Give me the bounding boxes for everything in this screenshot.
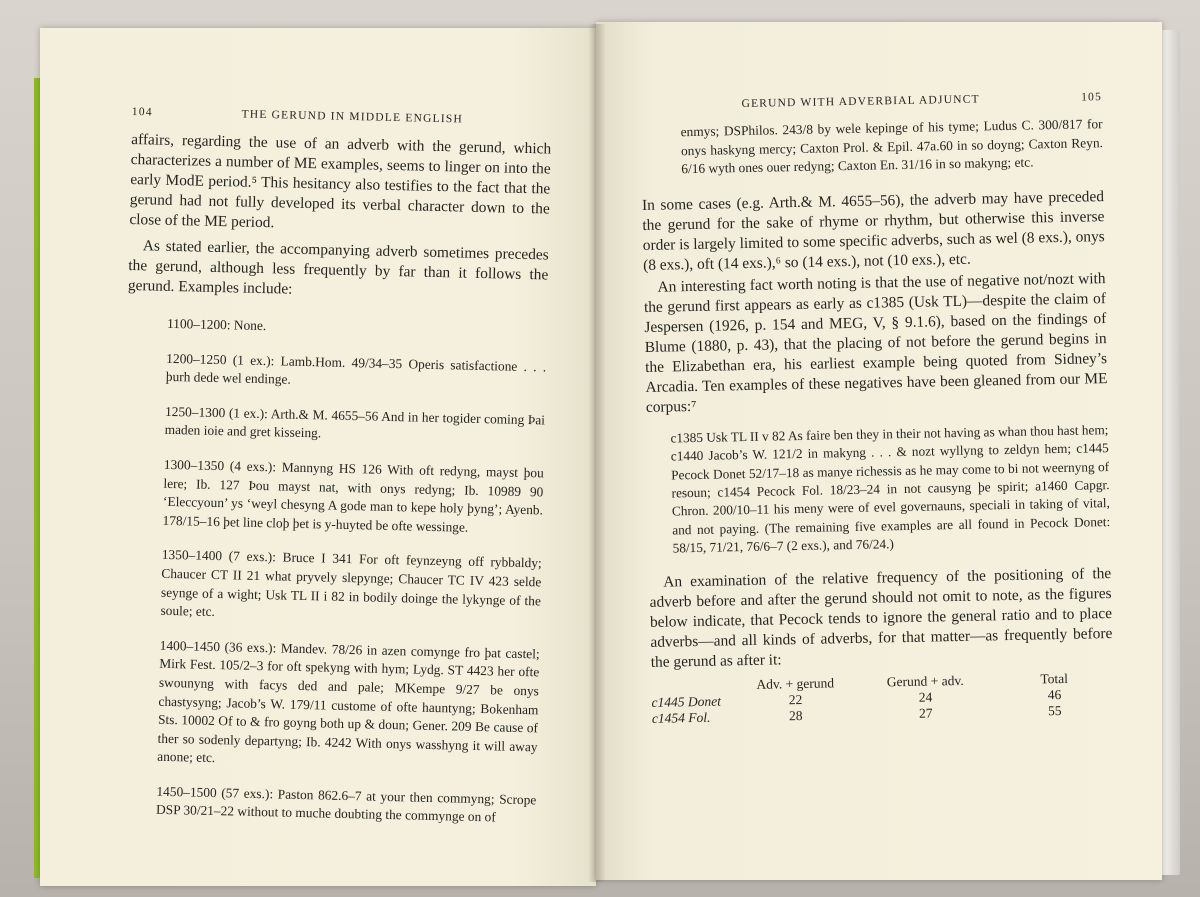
table-header-cell: Gerund + adv. — [886, 672, 964, 689]
table-cell: c1454 Fol. — [651, 709, 711, 726]
example-entry: 1350–1400 (7 exs.): Bruce I 341 For oft feynzeyng off rybbaldy; Chaucer CT II 21 what pryvely slepynge; Chaucer TC IV 423 selde seynge of a wight; Usk TL II i 82 in bodily doinge the lykynge of the soule; etc. — [160, 547, 542, 620]
left-running-head: THE GERUND IN MIDDLE ENGLISH — [241, 108, 464, 126]
right-page-content — [640, 91, 1114, 726]
right-paragraph-3: An examination of the relative frequency of the positioning of the adverb before and after the gerund should not omit to note, as the figures below indicate, that Pecock tends to ignore the general ratio and to place adverbs—and all kinds of adverbs, for that matter—as frequently before the gerund as after it: — [649, 564, 1113, 671]
right-running-header — [640, 91, 1102, 112]
example-entry: 1450–1500 (57 exs.): Paston 862.6–7 at your then commyng; Scrope DSP 30/21–22 without to muche doubting the commynge on of — [155, 783, 537, 825]
table-cell: 55 — [1047, 702, 1062, 718]
left-page-number: 104 — [131, 106, 153, 119]
left-paragraph-1: affairs, regarding the use of an adverb with the gerund, which characterizes a number of ME examples, seems to linger on into the early ModE period.⁵ This hesitancy also testifies to the fact that the gerund had not fully developed its verbal character down to the close of the ME period. — [129, 130, 552, 232]
negative-examples-quote: c1385 Usk TL II v 82 As faire ben they in their not having as whan thou hast hem; c1440 Jacob’s W. 121/2 in makyng . . . & nozt wyllyng to zeldyn hem; c1445 Pecock Donet 52/17–18 as manye richessis as he may come to bi not weernyng of resoun; c1454 Pecock Fol. 18/23–24 in not causyng þe spirit; a1460 Capgr. Chron. 200/10–11 his meny were of evel governauns, speciali in taking of vital, and not paying. (The remaining five examples are all found in Pecock Donet: 58/15, 71/21, 76/6–7 (2 exs.), and 76/24.) — [670, 421, 1111, 556]
table-cell: 27 — [918, 705, 933, 721]
right-page — [596, 22, 1162, 880]
example-entry: 1250–1300 (1 ex.): Arth.& M. 4655–56 And in her togider coming Þai maden ioie and gret kisseing. — [164, 403, 546, 441]
table-cell: c1445 Donet — [651, 693, 722, 710]
left-paragraph-2: As stated earlier, the accompanying adverb sometimes precedes the gerund, although less frequently by far than it follows the gerund. Examples include: — [127, 237, 549, 298]
table-header-cell: Adv. + gerund — [756, 675, 835, 692]
example-entry: 1300–1350 (4 exs.): Mannyng HS 126 With oft redyng, mayst þou lere; Ib. 127 Þou mayst nat, with onys redyng; Ib. 10989 90 ‘Eleccyoun’ ys ‘weyl chesyng A gode man to kepe holy þyng’; Ayenb. 178/15–16 þet line cloþ þet is y-huyted be ofte wessinge. — [162, 456, 544, 535]
left-page-content — [115, 106, 551, 844]
table-cell: 46 — [1047, 686, 1062, 702]
table-cell: 24 — [918, 689, 933, 705]
continued-entry: enmys; DSPhilos. 243/8 by wele kepinge of his tyme; Ludus C. 300/817 for onys haskyng mercy; Caxton Prol. & Epil. 47a.60 in so doyng; Caxton Reyn. 6/16 wyth ones ouer redyng; Caxton En. 31/16 in so makyng; etc. — [680, 116, 1104, 177]
example-entry: 1200–1250 (1 ex.): Lamb.Hom. 49/34–35 Operis satisfactione . . . þurh dede wel endinge. — [165, 350, 547, 387]
example-entry: 1100–1200: None. — [166, 315, 267, 334]
right-running-head: GERUND WITH ADVERBIAL ADJUNCT — [741, 93, 980, 111]
left-running-header — [132, 106, 552, 128]
table-header-cell — [651, 677, 735, 695]
table-cell: 28 — [788, 707, 803, 723]
table-cell: 22 — [788, 691, 803, 707]
right-page-number: 105 — [1081, 91, 1103, 104]
table-header-cell: Total — [1040, 670, 1069, 687]
frequency-table — [651, 670, 1114, 727]
book-gutter — [588, 24, 606, 882]
right-paragraph-2: An interesting fact worth noting is that the use of negative not/nozt with the gerund first appears as early as c1385 (Usk TL)—despite the claim of Jespersen (1926, p. 154 and MEG, V, § 9.1.6), based on the findings of Blume (1880, p. 43), that the placing of not before the gerund begins in the Elizabethan era, his earliest example being quoted from Sidney’s Arcadia. Ten examples of these negatives have been gleaned from our ME corpus:⁷ — [643, 269, 1108, 416]
left-page — [40, 28, 596, 886]
right-paragraph-1: In some cases (e.g. Arth.& M. 4655–56), the adverb may have preceded the gerund for the sake of rhyme or rhythm, but otherwise this inverse order is largely limited to some specific adverbs, such as wel (8 exs.), onys (8 exs.), oft (14 exs.),⁶ so (14 exs.), not (10 exs.), etc. — [641, 187, 1105, 274]
example-entry: 1400–1450 (36 exs.): Mandev. 78/26 in azen comynge fro þat castel; Mirk Fest. 105/2–3 for oft spekyng with hym; Lydg. ST 4423 her ofte swounyng with facys ded and pale; MKempe 9/27 be onys chastysyng; Jacob’s W. 179/11 custome of ofte hauntyng; Bokenham Sts. 10002 Of to & fro goyng both up & doun; Gener. 209 Be cause of ther so sodenly departyng; Ib. 4242 With onys wasshyng it will away anone; etc. — [157, 637, 540, 766]
